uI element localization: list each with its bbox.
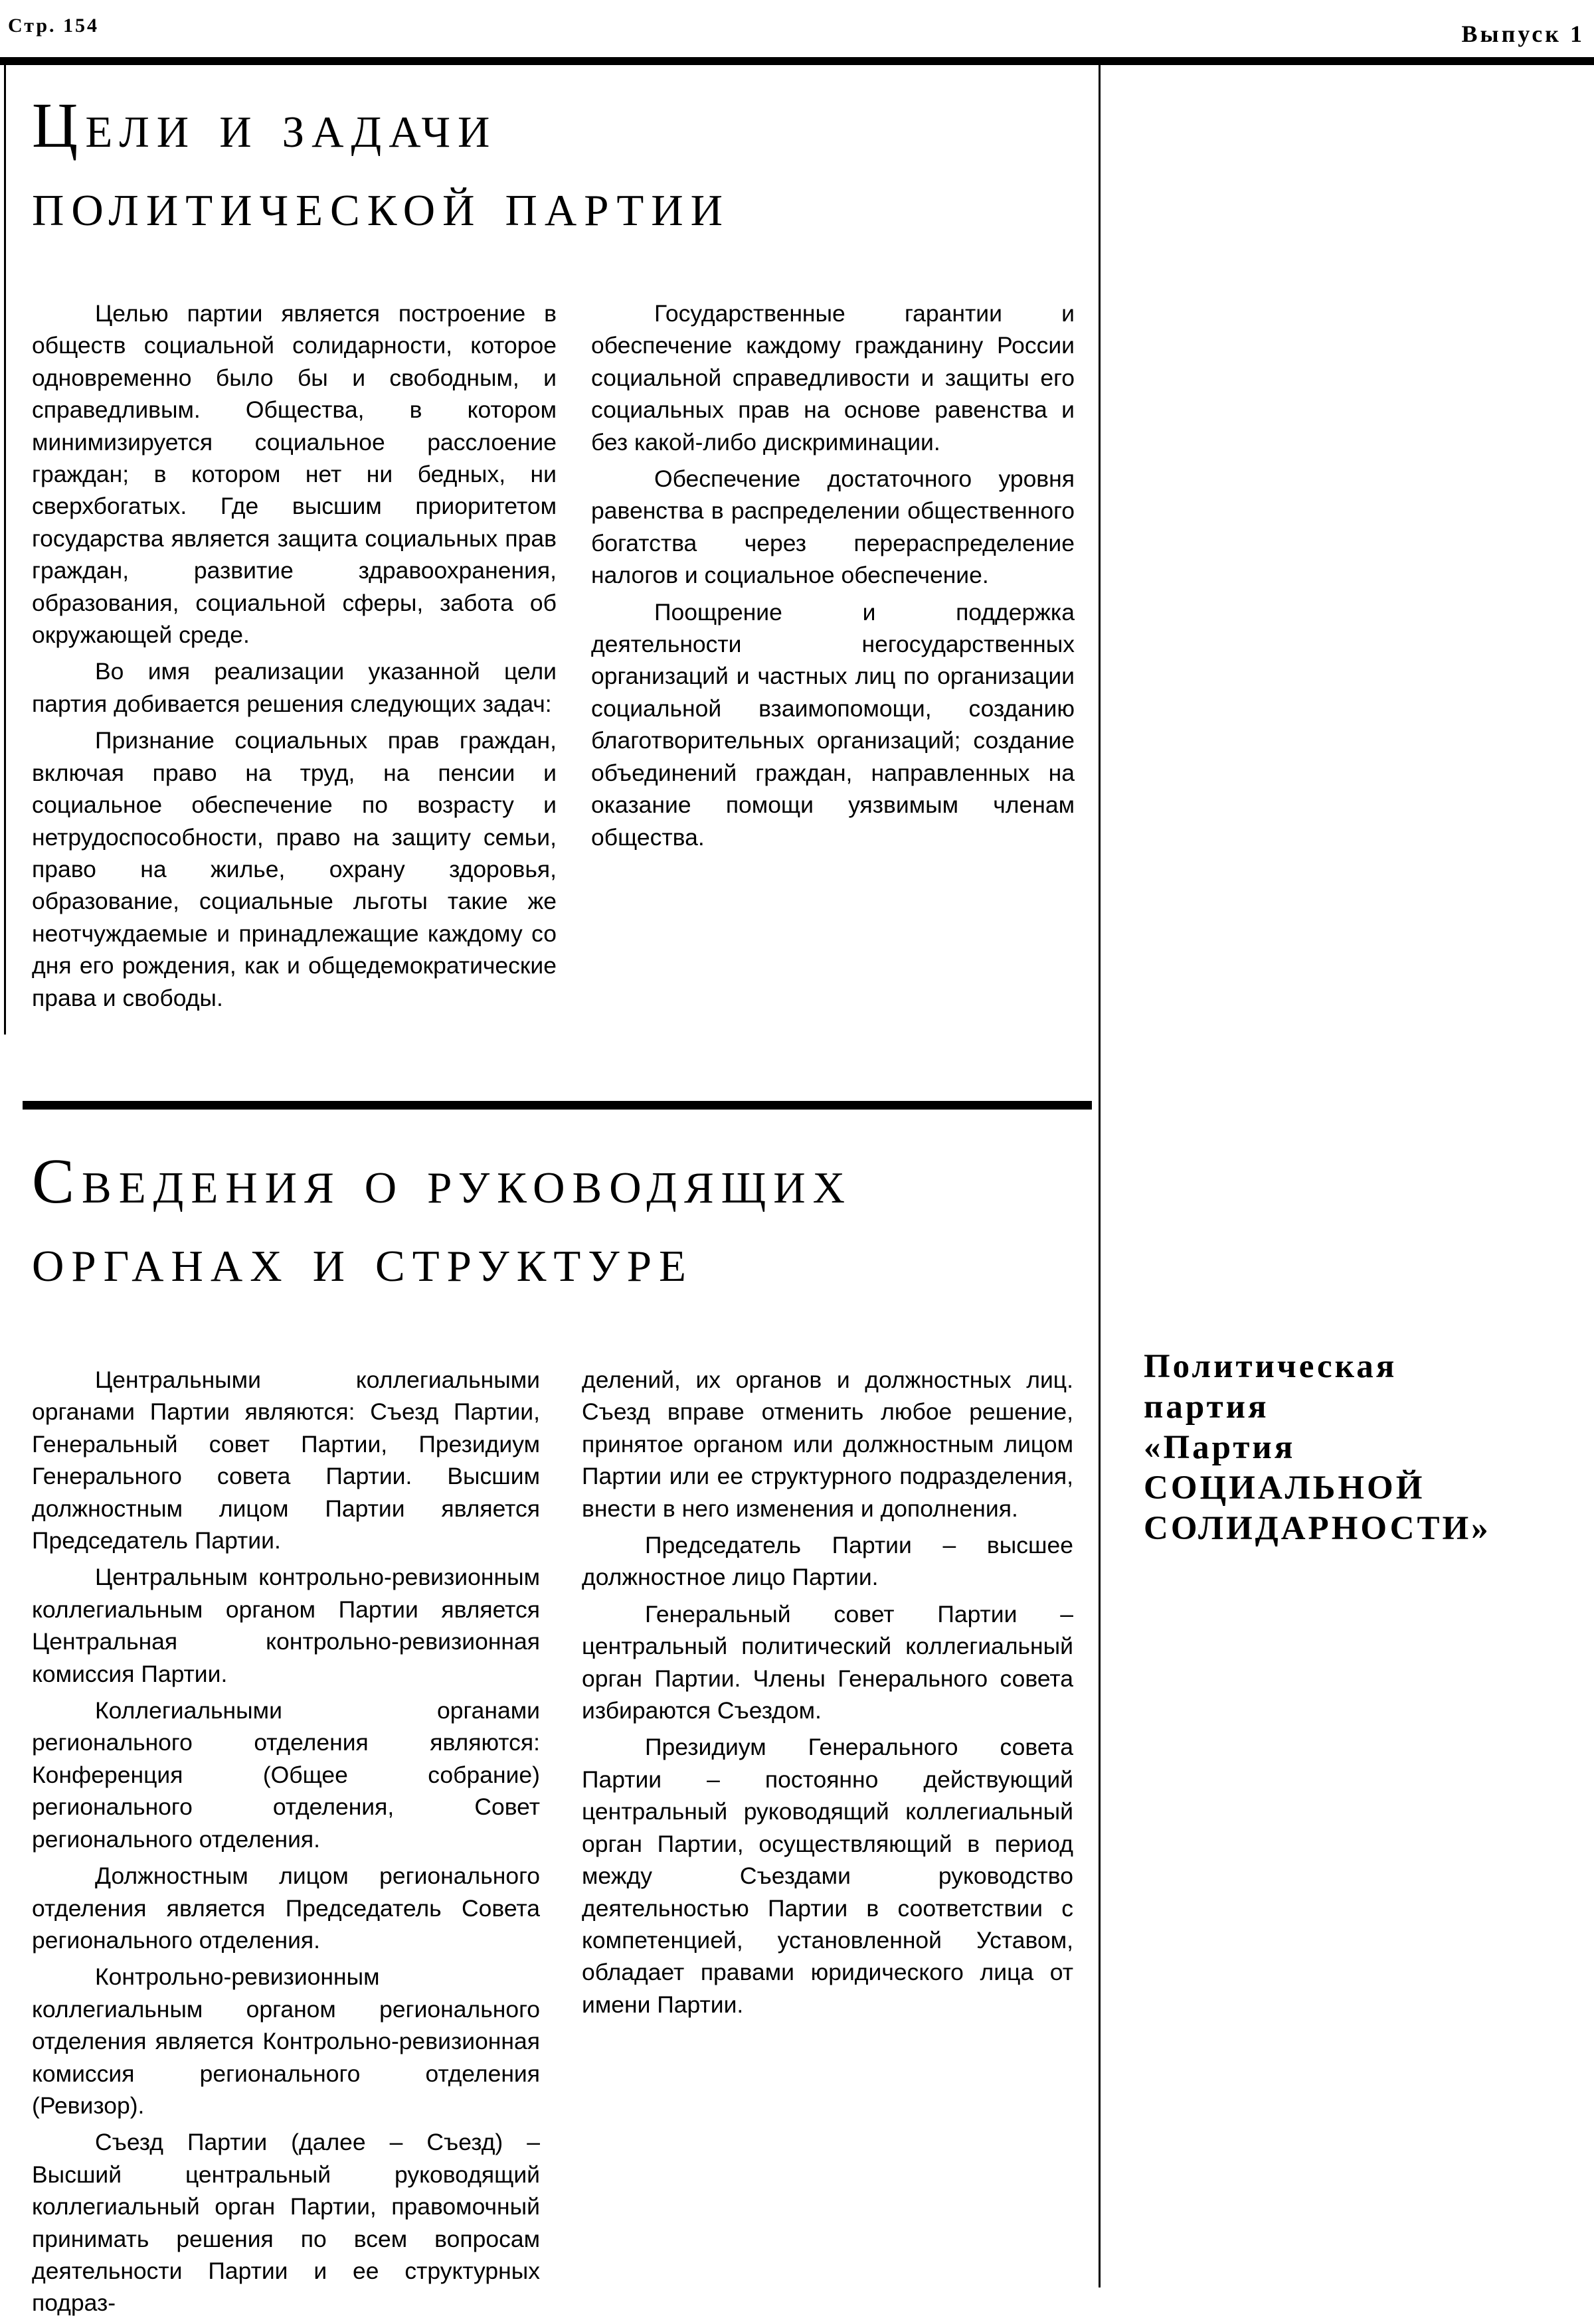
sidebar-line: «Партия [1144,1429,1296,1466]
page-header [0,0,1594,60]
paragraph: Должностным лицом регионального отделения является Председатель Совета регионального отделения. [32,1863,540,1953]
header-rule [0,57,1594,65]
paragraph: Съезд Партии (далее – Съезд) – Высший центральный руководящий коллегиальный орган Партии, правомочный принимать решения по всем вопросам деятельности Партии и ее структурных подраз- [32,2129,540,2317]
article-column [32,1364,540,2324]
paragraph: делений, их органов и должностных лиц. Съезд вправе отменить любое решение, принятое органом или должностным лицом Партии или ее структурного подразделения, внести в него изменения и дополнения. [582,1367,1073,1522]
sidebar-line: СОЦИАЛЬНОЙ [1144,1469,1425,1507]
section-title-goals [32,86,730,243]
paragraph: Признание социальных прав граждан, включая право на труд, на пенсии и социальное обеспечение по возрасту и нетрудоспособности, право на защиту семьи, право на жилье, охрану здоровья, образование, социальные льготы такие же неотчуждаемые и принадлежащие каждому со дня его рождения, как и общедемократические права и свободы. [32,727,557,1011]
sidebar-line: партия [1144,1388,1269,1426]
sidebar-divider-rule [1099,65,1101,2287]
issue-label: Выпуск 1 [1461,21,1585,47]
paragraph: Целью партии является построение в обществ социальной солидарности, которое одновременно было бы и свободным, и справедливым. Общества, в котором минимизируется социальное расслоение граждан; в котором нет ни бедных, ни сверхбогатых. Где высшим приоритетом государства является защита социальных прав граждан, развитие здравоохранения, образования, социальной сферы, забота об окружающей среде. [32,300,557,649]
article-column [32,297,557,1019]
paragraph: Обеспечение достаточного уровня равенства в распределении общественного богатства через перераспределение налогов и социальное обеспечение. [591,465,1075,589]
section-title-line: Цели и задачи [32,90,497,161]
article-column [591,297,1075,858]
sidebar-line: СОЛИДАРНОСТИ» [1144,1510,1491,1547]
paragraph: Председатель Партии – высшее должностное лицо Партии. [582,1532,1073,1591]
section-divider-rule [23,1101,1092,1110]
paragraph: Государственные гарантии и обеспечение каждому гражданину России социальной справедливости и защиты его социальных прав на основе равенства и без какой-либо дискриминации. [591,300,1075,456]
paragraph: Во имя реализации указанной цели партия добивается решения следующих задач: [32,658,557,717]
left-column-rule [4,65,6,1035]
page-number: Стр. 154 [8,15,100,37]
paragraph: Контрольно-ревизионным коллегиальным органом регионального отделения является Контрольно-ревизионная комиссия регионального отделения (Ревизор). [32,1963,540,2119]
paragraph: Генеральный совет Партии – центральный политический коллегиальный орган Партии. Члены Генерального совета избираются Съездом. [582,1600,1073,1724]
sidebar-line: Политическая [1144,1348,1397,1385]
section-title-structure [32,1142,852,1299]
section-title-line: Сведения о руководящих [32,1145,853,1216]
sidebar-party-name [1144,1347,1582,1549]
paragraph: Центральным контрольно-ревизионным коллегиальным органом Партии является Центральная контрольно-ревизионная комиссия Партии. [32,1564,540,1687]
section-title-line: органах и структуре [32,1224,693,1295]
paragraph: Коллегиальными органами регионального отделения являются: Конференция (Общее собрание) регионального отделения, Совет регионального отделения. [32,1697,540,1853]
sidebar [1144,1347,1582,1549]
article-column [582,1364,1073,2025]
paragraph: Центральными коллегиальными органами Партии являются: Съезд Партии, Генеральный совет Партии, Президиум Генерального совета Партии. Высшим должностным лицом Партии является Председатель Партии. [32,1367,540,1554]
section-title-line: политической партии [32,168,731,239]
paragraph: Поощрение и поддержка деятельности негосударственных организаций и частных лиц по организации социальной взаимопомощи, созданию благотворительных организаций; создание объединений граждан, направленных на оказание помощи уязвимым членам общества. [591,598,1075,851]
paragraph: Президиум Генерального совета Партии – постоянно действующий центральный руководящий коллегиальный орган Партии, осуществляющий в период между Съездами руководство деятельностью Партии в соответствии с компетенцией, установленной Уставом, обладает правами юридического лица от имени Партии. [582,1734,1073,2018]
